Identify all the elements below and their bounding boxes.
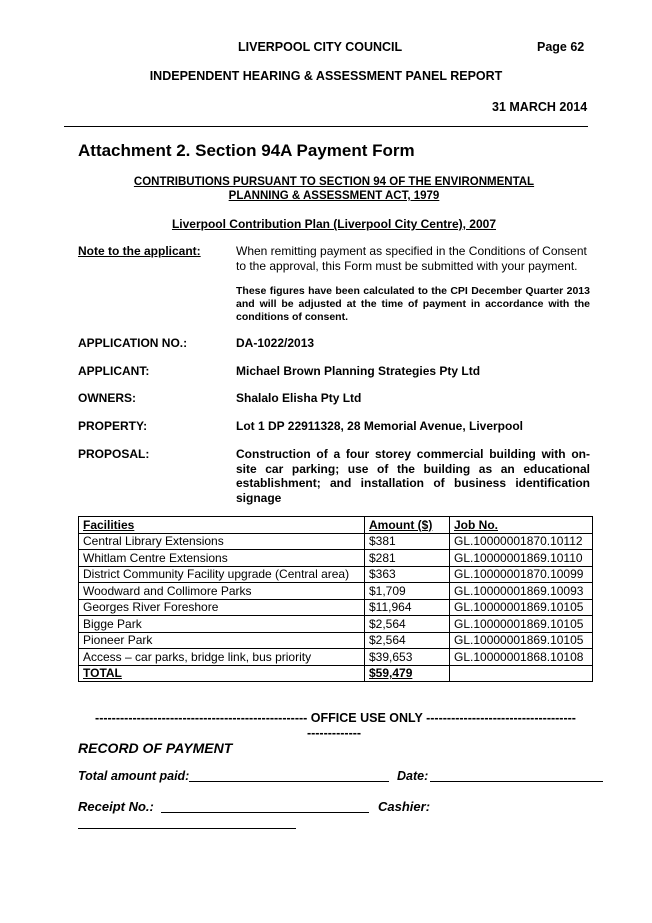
job-no-cell: GL.10000001869.10110 xyxy=(450,550,593,567)
owners-value: Shalalo Elisha Pty Ltd xyxy=(236,391,362,405)
header-amount: Amount ($) xyxy=(365,517,450,534)
job-no-cell: GL.10000001869.10105 xyxy=(450,632,593,649)
contribution-plan: Liverpool Contribution Plan (Liverpool City Centre), 2007 xyxy=(171,217,497,231)
facility-cell: Access – car parks, bridge link, bus priority xyxy=(79,649,365,666)
facility-cell: Pioneer Park xyxy=(79,632,365,649)
note-bold-text: These figures have been calculated to the CPI December Quarter 2013 and will be adjusted at the time of payment in accordance with the conditions of consent. xyxy=(236,285,590,323)
page-title: Attachment 2. Section 94A Payment Form xyxy=(78,141,415,160)
amount-cell: $381 xyxy=(365,533,450,550)
table-row xyxy=(79,583,593,600)
facility-cell: Woodward and Collimore Parks xyxy=(79,583,365,600)
property-label: PROPERTY: xyxy=(78,419,148,433)
report-title: INDEPENDENT HEARING & ASSESSMENT PANEL REPORT xyxy=(149,69,503,83)
table-row xyxy=(79,632,593,649)
office-use-divider: --------------------------------------------------- OFFICE USE ONLY ------------------------------------ xyxy=(95,711,576,725)
subtitle-line-2: PLANNING & ASSESSMENT ACT, 1979 xyxy=(228,190,440,202)
header-facilities: Facilities xyxy=(79,517,365,534)
council-name: LIVERPOOL CITY COUNCIL xyxy=(238,40,403,54)
amount-cell: $2,564 xyxy=(365,616,450,633)
amount-cell: $2,564 xyxy=(365,632,450,649)
receipt-label: Receipt No.: xyxy=(78,799,154,814)
cashier-field[interactable] xyxy=(78,816,296,829)
proposal-label: PROPOSAL: xyxy=(78,447,150,461)
receipt-field[interactable] xyxy=(161,800,369,813)
facility-cell: District Community Facility upgrade (Central area) xyxy=(79,566,365,583)
header-divider xyxy=(64,126,588,127)
header-job-no: Job No. xyxy=(450,517,593,534)
amount-cell: $281 xyxy=(365,550,450,567)
job-no-cell: GL.10000001869.10105 xyxy=(450,599,593,616)
cashier-label: Cashier: xyxy=(378,799,431,814)
total-label: TOTAL xyxy=(79,665,365,682)
total-value: $59,479 xyxy=(365,665,450,682)
note-text: When remitting payment as specified in the Conditions of Consent to the approval, this Form must be submitted with your payment. xyxy=(236,244,587,273)
facilities-table xyxy=(78,516,593,682)
record-of-payment-heading: RECORD OF PAYMENT xyxy=(78,740,233,756)
property-value: Lot 1 DP 22911328, 28 Memorial Avenue, Liverpool xyxy=(236,419,524,433)
job-no-cell: GL.10000001869.10093 xyxy=(450,583,593,600)
date-field[interactable] xyxy=(430,769,603,782)
amount-cell: $39,653 xyxy=(365,649,450,666)
amount-cell: $11,964 xyxy=(365,599,450,616)
table-row xyxy=(79,599,593,616)
total-row xyxy=(79,665,593,682)
table-row xyxy=(79,616,593,633)
note-label: Note to the applicant: xyxy=(78,244,201,258)
proposal-value: Construction of a four storey commercial building with on-site car parking; use of the building as an educational establishment; and installation of business identification signage xyxy=(236,447,590,505)
page-number: Page 62 xyxy=(537,40,585,54)
amount-cell: $363 xyxy=(365,566,450,583)
job-no-cell: GL.10000001870.10112 xyxy=(450,533,593,550)
table-row xyxy=(79,550,593,567)
total-paid-label: Total amount paid: xyxy=(78,769,190,783)
total-job-no-cell xyxy=(450,665,593,682)
facility-cell: Whitlam Centre Extensions xyxy=(79,550,365,567)
job-no-cell: GL.10000001869.10105 xyxy=(450,616,593,633)
facility-cell: Central Library Extensions xyxy=(79,533,365,550)
amount-cell: $1,709 xyxy=(365,583,450,600)
facility-cell: Georges River Foreshore xyxy=(79,599,365,616)
table-row xyxy=(79,649,593,666)
table-row xyxy=(79,533,593,550)
table-row xyxy=(79,566,593,583)
subtitle-line-1: CONTRIBUTIONS PURSUANT TO SECTION 94 OF THE ENVIRONMENTAL xyxy=(133,176,535,188)
application-value: DA-1022/2013 xyxy=(236,336,315,350)
total-paid-field[interactable] xyxy=(189,769,389,782)
applicant-value: Michael Brown Planning Strategies Pty Ltd xyxy=(236,364,481,378)
office-use-divider-cont: ------------- xyxy=(306,726,362,740)
application-label: APPLICATION NO.: xyxy=(78,336,188,350)
job-no-cell: GL.10000001868.10108 xyxy=(450,649,593,666)
facility-cell: Bigge Park xyxy=(79,616,365,633)
applicant-label: APPLICANT: xyxy=(78,364,150,378)
report-date: 31 MARCH 2014 xyxy=(492,100,588,114)
owners-label: OWNERS: xyxy=(78,391,136,405)
date-label: Date: xyxy=(397,769,429,783)
job-no-cell: GL.10000001870.10099 xyxy=(450,566,593,583)
